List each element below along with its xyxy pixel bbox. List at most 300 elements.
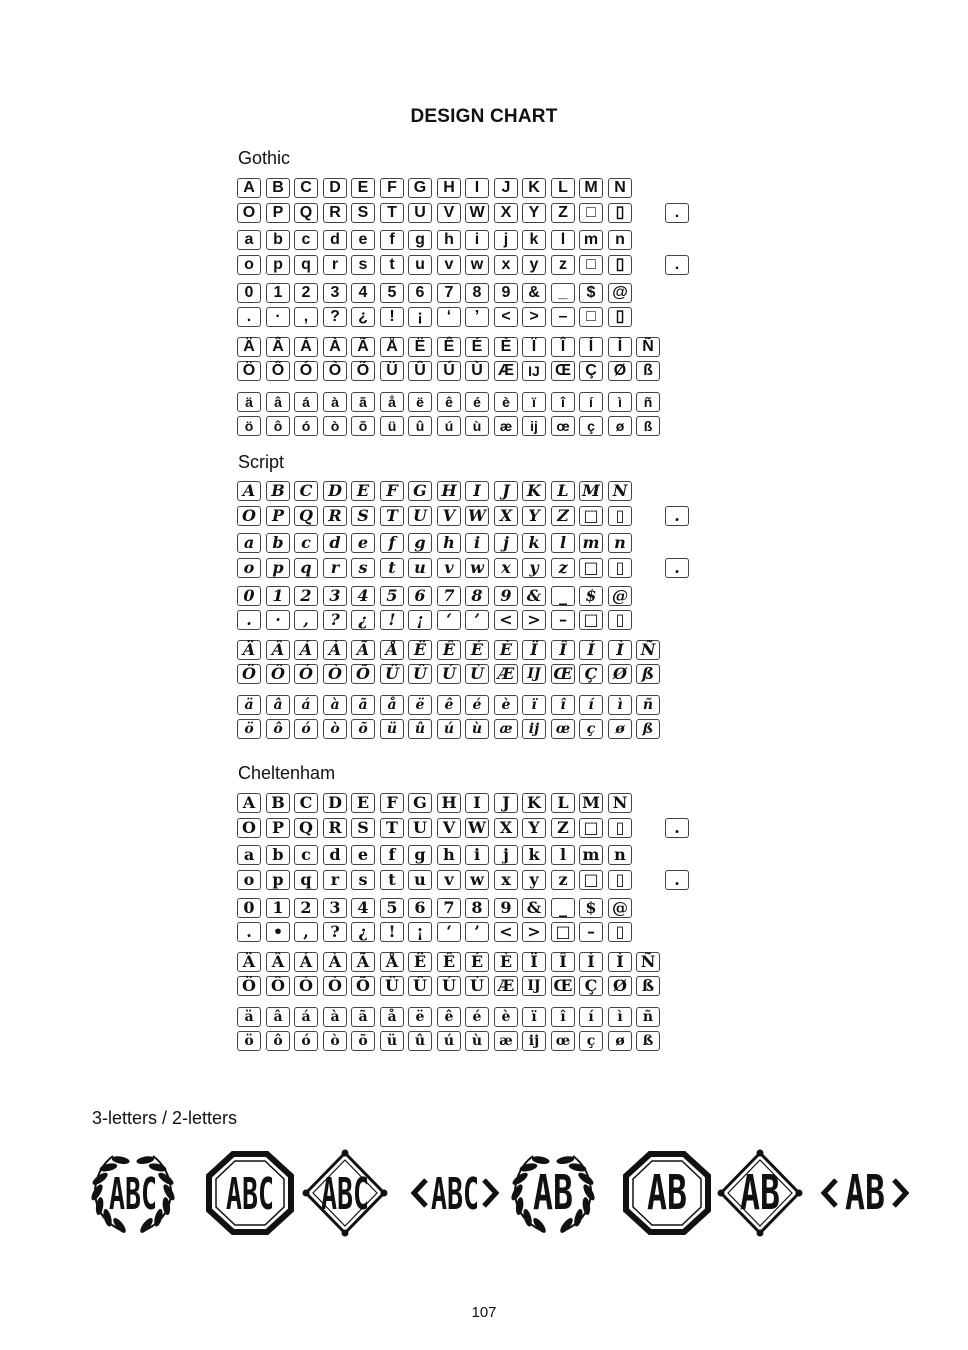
monogram-sample [86, 1150, 180, 1235]
character-cell: 7 [437, 898, 461, 918]
character-cell: IJ [522, 664, 546, 684]
character-cell: œ [551, 719, 575, 739]
character-cell: Å [380, 640, 404, 660]
character-cell: ê [437, 392, 461, 412]
character-cell: À [323, 337, 347, 357]
monogram-sample [203, 1150, 297, 1235]
character-cell: < [494, 307, 518, 327]
character-cell: > [522, 610, 546, 630]
character-cell: M [579, 178, 603, 198]
character-cell: l [551, 845, 575, 865]
character-cell: z [551, 558, 575, 578]
character-cell: W [465, 818, 489, 838]
character-cell: ä [237, 695, 261, 715]
character-cell: ø [608, 719, 632, 739]
character-cell: Ô [266, 361, 290, 381]
character-cell: 5 [380, 283, 404, 303]
character-cell: ß [636, 361, 660, 381]
character-cell: ö [237, 719, 261, 739]
character-cell: ô [266, 416, 290, 436]
character-cell: . [665, 818, 689, 838]
character-cell: 6 [408, 586, 432, 606]
character-cell: Q [294, 506, 318, 526]
character-cell: Ú [437, 361, 461, 381]
character-cell: g [408, 230, 432, 250]
character-cell: P [266, 506, 290, 526]
character-cell: . [665, 255, 689, 275]
character-cell: ß [636, 664, 660, 684]
character-cell: È [494, 640, 518, 660]
character-cell: k [522, 230, 546, 250]
character-cell: S [351, 818, 375, 838]
character-cell: 0 [237, 586, 261, 606]
character-cell: Ì [608, 952, 632, 972]
character-cell: P [266, 203, 290, 223]
character-cell: □ [579, 870, 603, 890]
character-cell: Á [294, 337, 318, 357]
character-cell: ij [522, 1031, 546, 1051]
character-cell: i [465, 533, 489, 553]
character-cell: 0 [237, 283, 261, 303]
character-cell: é [465, 1007, 489, 1027]
character-cell: ä [237, 1007, 261, 1027]
character-cell: ü [380, 1031, 404, 1051]
character-cell: > [522, 922, 546, 942]
character-cell: ¿ [351, 922, 375, 942]
monogram-letters: AB [845, 1165, 885, 1221]
character-cell: ▯ [608, 558, 632, 578]
character-cell: 3 [323, 898, 347, 918]
character-cell: < [494, 610, 518, 630]
character-cell: t [380, 255, 404, 275]
character-cell: q [294, 255, 318, 275]
character-cell: K [522, 178, 546, 198]
character-cell: Q [294, 818, 318, 838]
character-cell: Â [266, 640, 290, 660]
character-cell: D [323, 178, 347, 198]
character-cell: L [551, 481, 575, 501]
monogram-sample [298, 1150, 392, 1235]
character-cell: O [237, 203, 261, 223]
character-cell: H [437, 481, 461, 501]
character-cell: Ú [437, 664, 461, 684]
character-cell: ▯ [608, 818, 632, 838]
character-cell: ij [522, 719, 546, 739]
character-cell: l [551, 230, 575, 250]
character-cell: ë [408, 1007, 432, 1027]
character-cell: s [351, 870, 375, 890]
character-cell: N [608, 793, 632, 813]
character-cell: 4 [351, 283, 375, 303]
character-cell: Y [522, 203, 546, 223]
character-cell: i [465, 845, 489, 865]
character-cell: ß [636, 1031, 660, 1051]
character-cell: □ [579, 506, 603, 526]
character-cell: H [437, 178, 461, 198]
character-cell: T [380, 203, 404, 223]
character-cell: ã [351, 695, 375, 715]
character-cell: N [608, 481, 632, 501]
character-cell: Ô [266, 664, 290, 684]
character-cell: L [551, 178, 575, 198]
character-cell: Ù [465, 664, 489, 684]
character-cell: □ [579, 203, 603, 223]
character-cell: Ö [237, 664, 261, 684]
monogram-sample [620, 1150, 714, 1235]
monogram-letters: ABC [431, 1169, 479, 1220]
character-cell: ã [351, 1007, 375, 1027]
character-cell: r [323, 255, 347, 275]
character-cell: . [237, 922, 261, 942]
character-cell: ¿ [351, 610, 375, 630]
character-cell: Ë [408, 337, 432, 357]
character-cell: O [237, 818, 261, 838]
character-cell: À [323, 952, 347, 972]
character-cell: r [323, 870, 347, 890]
character-cell: h [437, 230, 461, 250]
monogram-sample [506, 1150, 600, 1235]
character-cell: œ [551, 416, 575, 436]
character-cell: ▯ [608, 870, 632, 890]
character-cell: G [408, 481, 432, 501]
monogram-samples [86, 1150, 906, 1235]
character-cell: M [579, 793, 603, 813]
character-cell: ê [437, 1007, 461, 1027]
character-cell: æ [494, 1031, 518, 1051]
character-cell: Ä [237, 952, 261, 972]
character-cell: 8 [465, 898, 489, 918]
monogram-letters: ABC [226, 1169, 274, 1220]
character-cell: • [266, 922, 290, 942]
character-cell: ¡ [408, 307, 432, 327]
character-cell: n [608, 230, 632, 250]
character-cell: . [237, 307, 261, 327]
character-cell: B [266, 793, 290, 813]
character-cell: y [522, 255, 546, 275]
character-cell: Â [266, 952, 290, 972]
character-cell: ò [323, 1031, 347, 1051]
character-cell: Ù [465, 976, 489, 996]
monogram-letters: AB [533, 1165, 573, 1221]
character-cell: n [608, 845, 632, 865]
character-cell: IJ [522, 976, 546, 996]
character-cell: 2 [294, 898, 318, 918]
character-cell: Œ [551, 361, 575, 381]
character-cell: p [266, 558, 290, 578]
character-cell: p [266, 870, 290, 890]
character-cell: v [437, 558, 461, 578]
character-cell: □ [579, 558, 603, 578]
character-cell: ’ [465, 307, 489, 327]
character-cell: Å [380, 337, 404, 357]
character-cell: R [323, 818, 347, 838]
character-cell: ø [608, 1031, 632, 1051]
character-cell: à [323, 1007, 347, 1027]
character-cell: ê [437, 695, 461, 715]
character-cell: à [323, 392, 347, 412]
character-cell: ú [437, 719, 461, 739]
character-cell: 5 [380, 586, 404, 606]
character-cell: – [551, 610, 575, 630]
character-cell: w [465, 870, 489, 890]
character-cell: O [237, 506, 261, 526]
character-cell: Ê [437, 952, 461, 972]
character-cell: s [351, 558, 375, 578]
character-cell: ö [237, 1031, 261, 1051]
character-cell: T [380, 506, 404, 526]
character-cell: b [266, 230, 290, 250]
character-cell: □ [551, 922, 575, 942]
character-cell: u [408, 255, 432, 275]
character-cell: f [380, 845, 404, 865]
character-cell: p [266, 255, 290, 275]
character-cell: É [465, 337, 489, 357]
character-cell: ì [608, 695, 632, 715]
character-cell: ! [380, 922, 404, 942]
character-cell: l [551, 533, 575, 553]
character-cell: Ï [522, 952, 546, 972]
character-cell: c [294, 845, 318, 865]
character-cell: · [266, 307, 290, 327]
character-cell: X [494, 506, 518, 526]
character-cell: ì [608, 392, 632, 412]
character-cell: ã [351, 392, 375, 412]
character-cell: y [522, 558, 546, 578]
character-cell: 1 [266, 283, 290, 303]
character-cell: x [494, 255, 518, 275]
character-cell: Ó [294, 976, 318, 996]
character-cell: î [551, 392, 575, 412]
character-cell: ▯ [608, 255, 632, 275]
character-cell: T [380, 818, 404, 838]
character-cell: c [294, 533, 318, 553]
character-cell: D [323, 793, 347, 813]
character-cell: Ü [380, 976, 404, 996]
character-cell: Â [266, 337, 290, 357]
character-cell: g [408, 845, 432, 865]
character-cell: D [323, 481, 347, 501]
character-cell: o [237, 558, 261, 578]
character-cell: □ [579, 818, 603, 838]
character-cell: Ê [437, 337, 461, 357]
character-cell: E [351, 178, 375, 198]
character-cell: ï [522, 695, 546, 715]
character-cell: Y [522, 818, 546, 838]
character-cell: Ò [323, 664, 347, 684]
character-cell: 3 [323, 283, 347, 303]
monogram-letters: AB [647, 1165, 687, 1221]
character-cell: Ä [237, 640, 261, 660]
character-cell: 7 [437, 283, 461, 303]
character-cell: Z [551, 203, 575, 223]
character-cell: ‘ [437, 922, 461, 942]
character-cell: 9 [494, 586, 518, 606]
character-cell: ù [465, 719, 489, 739]
character-cell: t [380, 870, 404, 890]
character-cell: ó [294, 719, 318, 739]
character-cell: h [437, 533, 461, 553]
character-cell: Í [579, 337, 603, 357]
character-cell: A [237, 793, 261, 813]
character-cell: 4 [351, 898, 375, 918]
character-cell: ö [237, 416, 261, 436]
character-cell: Ã [351, 337, 375, 357]
character-cell: 7 [437, 586, 461, 606]
character-cell: 9 [494, 283, 518, 303]
character-cell: M [579, 481, 603, 501]
character-cell: , [294, 922, 318, 942]
character-cell: e [351, 533, 375, 553]
character-cell: É [465, 952, 489, 972]
character-cell: Ñ [636, 640, 660, 660]
character-cell: . [237, 610, 261, 630]
character-cell: w [465, 255, 489, 275]
character-cell: â [266, 392, 290, 412]
character-cell: Ï [522, 337, 546, 357]
character-cell: A [237, 481, 261, 501]
character-cell: □ [579, 307, 603, 327]
character-cell: @ [608, 586, 632, 606]
character-cell: . [665, 506, 689, 526]
character-cell: Î [551, 952, 575, 972]
character-cell: u [408, 870, 432, 890]
character-cell: Ï [522, 640, 546, 660]
character-cell: V [437, 506, 461, 526]
character-cell: ñ [636, 695, 660, 715]
character-cell: Ö [237, 361, 261, 381]
character-cell: Ø [608, 664, 632, 684]
character-cell: X [494, 203, 518, 223]
character-cell: ù [465, 1031, 489, 1051]
character-cell: ▯ [608, 922, 632, 942]
monogram-letters: ABC [109, 1169, 157, 1220]
character-cell: ¡ [408, 610, 432, 630]
character-cell: ü [380, 416, 404, 436]
character-cell: 1 [266, 586, 290, 606]
character-cell: Ñ [636, 952, 660, 972]
character-cell: N [608, 178, 632, 198]
character-cell: É [465, 640, 489, 660]
character-cell: G [408, 793, 432, 813]
character-cell: I [465, 481, 489, 501]
character-cell: . [665, 203, 689, 223]
character-cell: t [380, 558, 404, 578]
character-cell: ñ [636, 392, 660, 412]
character-cell: ▯ [608, 203, 632, 223]
character-cell: Û [408, 664, 432, 684]
character-cell: Í [579, 640, 603, 660]
character-cell: Ë [408, 952, 432, 972]
character-cell: X [494, 818, 518, 838]
character-cell: J [494, 481, 518, 501]
character-cell: ? [323, 307, 347, 327]
character-cell: õ [351, 719, 375, 739]
section-label-gothic: Gothic [238, 148, 291, 168]
character-cell: 5 [380, 898, 404, 918]
character-cell: æ [494, 416, 518, 436]
character-cell: œ [551, 1031, 575, 1051]
character-cell: K [522, 481, 546, 501]
character-cell: Æ [494, 664, 518, 684]
character-cell: a [237, 533, 261, 553]
character-cell: f [380, 533, 404, 553]
character-cell: @ [608, 283, 632, 303]
character-cell: C [294, 178, 318, 198]
character-cell: â [266, 695, 290, 715]
character-cell: . [665, 870, 689, 890]
character-cell: è [494, 695, 518, 715]
character-cell: P [266, 818, 290, 838]
section-label-cheltenham: Cheltenham [238, 763, 336, 783]
character-cell: á [294, 1007, 318, 1027]
character-cell: Ó [294, 361, 318, 381]
character-cell: 6 [408, 898, 432, 918]
character-cell: r [323, 558, 347, 578]
character-cell: C [294, 481, 318, 501]
character-cell: Ú [437, 976, 461, 996]
character-cell: 1 [266, 898, 290, 918]
character-cell: ß [636, 719, 660, 739]
character-cell: $ [579, 283, 603, 303]
character-cell: ’ [465, 610, 489, 630]
character-cell: ó [294, 416, 318, 436]
character-cell: I [465, 793, 489, 813]
character-cell: È [494, 337, 518, 357]
character-cell: & [522, 898, 546, 918]
character-cell: í [579, 392, 603, 412]
character-cell: U [408, 203, 432, 223]
character-cell: ù [465, 416, 489, 436]
character-cell: R [323, 203, 347, 223]
character-cell: Œ [551, 976, 575, 996]
character-cell: H [437, 793, 461, 813]
character-cell: Æ [494, 976, 518, 996]
character-cell: é [465, 695, 489, 715]
character-cell: û [408, 719, 432, 739]
monogram-sample [818, 1150, 912, 1235]
page-title: DESIGN CHART [410, 106, 558, 127]
character-cell: m [579, 230, 603, 250]
character-cell: Õ [351, 361, 375, 381]
character-cell: Î [551, 337, 575, 357]
character-cell: 9 [494, 898, 518, 918]
character-cell: b [266, 533, 290, 553]
character-cell: Ì [608, 640, 632, 660]
character-cell: ▯ [608, 307, 632, 327]
character-cell: z [551, 255, 575, 275]
character-cell: ô [266, 719, 290, 739]
character-cell: @ [608, 898, 632, 918]
character-cell: ü [380, 719, 404, 739]
character-cell: 8 [465, 283, 489, 303]
character-cell: Ì [608, 337, 632, 357]
character-cell: i [465, 230, 489, 250]
character-cell: à [323, 695, 347, 715]
character-cell: Ò [323, 976, 347, 996]
character-cell: W [465, 506, 489, 526]
character-cell: – [579, 922, 603, 942]
character-cell: á [294, 392, 318, 412]
character-cell: ! [380, 307, 404, 327]
character-cell: Å [380, 952, 404, 972]
character-cell: K [522, 793, 546, 813]
character-cell: Ë [408, 640, 432, 660]
character-cell: 2 [294, 283, 318, 303]
character-cell: j [494, 845, 518, 865]
character-cell: d [323, 533, 347, 553]
character-cell: å [380, 695, 404, 715]
character-cell: Û [408, 976, 432, 996]
